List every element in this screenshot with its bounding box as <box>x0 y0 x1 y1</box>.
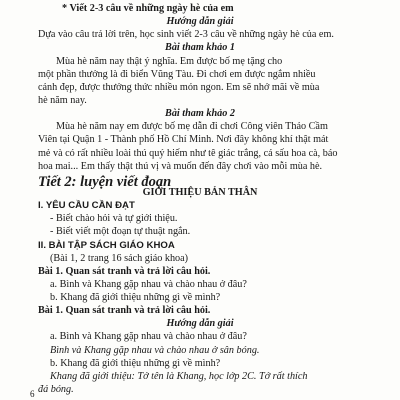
reference-1-line: Mùa hè năm nay thật ý nghĩa. Em được bố mẹ tặng cho <box>56 55 283 67</box>
exercise-1b-question: a. Bình và Khang gặp nhau và chào nhau ở đâu? <box>50 331 247 343</box>
section-1-item: - Biết chào hỏi và tự giới thiệu. <box>50 213 178 225</box>
exercise-1b-question: b. Khang đã giới thiệu những gì về mình? <box>50 357 221 369</box>
section-2-reference: (Bài 1, 2 trang 16 sách giáo khoa) <box>50 252 189 264</box>
exercise-1-question: a. Bình và Khang gặp nhau và chào nhau ở đâu? <box>50 278 247 290</box>
section-1-item: - Biết viết một đoạn tự thuật ngắn. <box>50 226 191 238</box>
reference-2-line: Mùa hè năm nay em được bố mẹ dẫn đi chơi Công viên Thảo Cầm <box>56 121 328 133</box>
exercise-1b-answer: Bình và Khang gặp nhau và chào nhau ở sân bóng. <box>50 344 260 356</box>
exercise-1b-answer: đá bóng. <box>38 384 74 395</box>
reference-2-line: Viên tại Quận 1 - Thành phố Hồ Chí Minh. Nơi đây không khí thật mát <box>38 134 329 146</box>
reference-1-line: hè năm nay. <box>38 95 87 106</box>
reference-2-line: mẻ và có rất nhiều loài thú quý hiếm như tê giác trắng, cá sấu hoa cà, báo <box>38 147 338 159</box>
exercise-1b-title: Bài 1. Quan sát tranh và trả lời câu hỏi. <box>38 305 211 317</box>
reference-2-line: hoa mai... Em thấy thật thú vị và muốn đến đây chơi vào mỗi mùa hè. <box>38 160 323 172</box>
exercise-1-title: Bài 1. Quan sát tranh và trả lời câu hỏi. <box>38 265 211 277</box>
page-number: 6 <box>30 389 35 399</box>
exercise-1b-answer: Khang đã giới thiệu: Tớ tên là Khang, học lớp 2C. Tớ rất thích <box>50 370 308 382</box>
reference-1-line: một phần thưởng là đi biển Vũng Tàu. Đi chơi em được ngắm nhiều <box>38 68 316 80</box>
reference-1-title: Bài tham khảo 1 <box>165 42 235 54</box>
guide-label-2: Hướng dẫn giải <box>166 318 234 330</box>
reference-2-title: Bài tham khảo 2 <box>165 108 235 120</box>
exercise-1-question: b. Khang đã giới thiệu những gì về mình? <box>50 292 221 303</box>
section-1-title: I. YÊU CẦU CẦN ĐẠT <box>38 200 135 212</box>
guide-label-1: Hướng dẫn giải <box>166 16 234 28</box>
reference-1-line: cảnh đẹp, được thưởng thức nhiều món ngon. Em sẽ nhớ mãi về mùa <box>38 81 320 93</box>
lesson-subtitle: GIỚI THIỆU BẢN THÂN <box>142 186 258 198</box>
section-star-heading: * Viết 2-3 câu về những ngày hè của em <box>62 3 234 14</box>
intro-text: Dựa vào câu trả lời trên, học sinh viết 2-3 câu về những ngày hè của em. <box>38 29 334 41</box>
section-2-title: II. BÀI TẬP SÁCH GIÁO KHOA <box>38 239 175 251</box>
lesson-title: Tiết 2: luyện viết đoạn <box>38 173 172 190</box>
